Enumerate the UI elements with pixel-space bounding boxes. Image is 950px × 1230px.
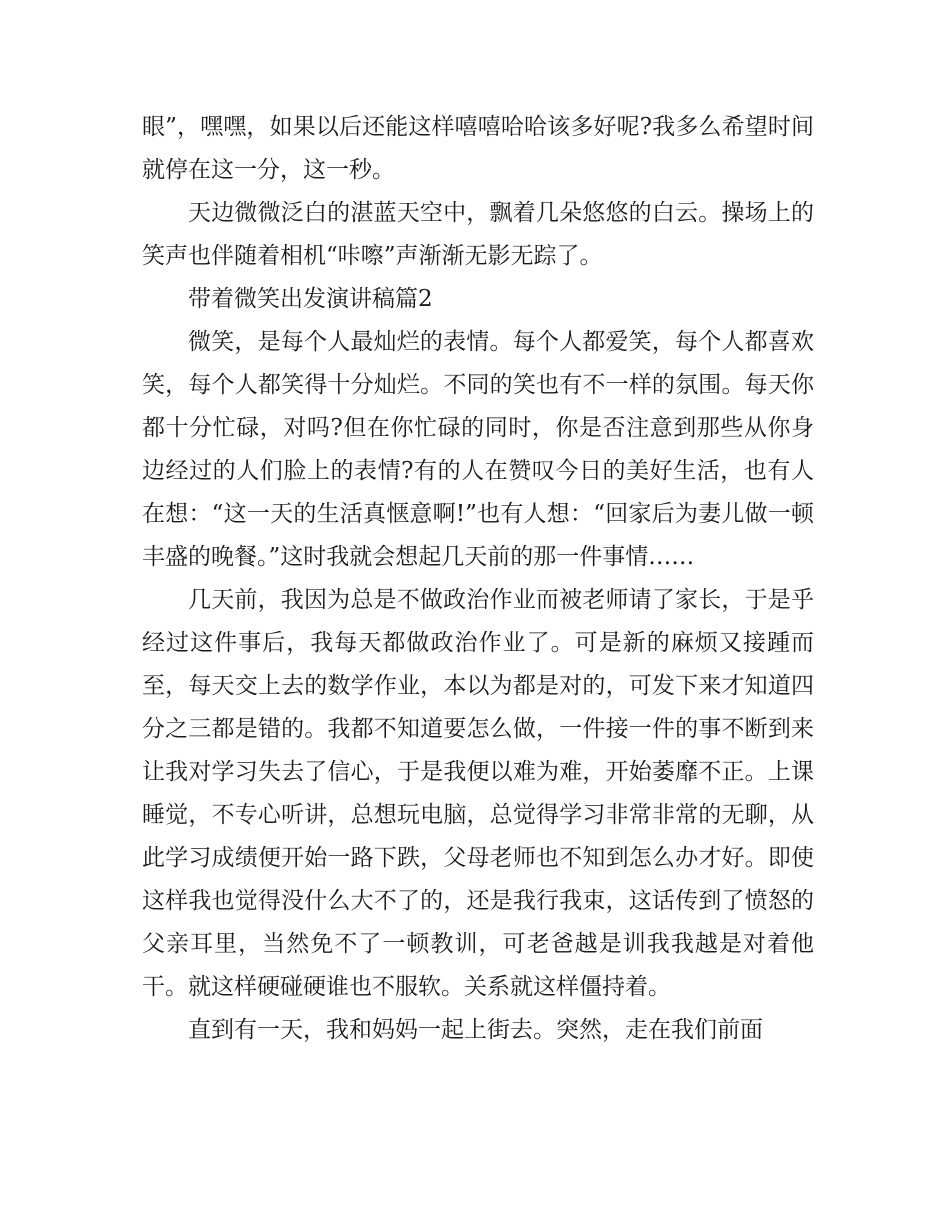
document-page xyxy=(142,106,814,1052)
paragraph-2: 天边微微泛白的湛蓝天空中，飘着几朵悠悠的白云。操场上的笑声也伴随着相机“咔嚓”声渐渐无影无踪了。 xyxy=(142,200,814,269)
paragraph-5: 直到有一天，我和妈妈一起上街去。突然，走在我们前面 xyxy=(188,1017,763,1043)
paragraph-3: 微笑，是每个人最灿烂的表情。每个人都爱笑，每个人都喜欢笑，每个人都笑得十分灿烂。不同的笑也有不一样的氛围。每天你都十分忙碌，对吗?但在你忙碌的同时，你是否注意到那些从你身边经过的人们脸上的表情?有的人在赞叹今日的美好生活，也有人在想：“这一天的生活真惬意啊!”也有人想：“回家后为妻儿做一顿丰盛的晚餐。”这时我就会想起几天前的那一件事情…… xyxy=(142,329,814,570)
paragraph-4: 几天前，我因为总是不做政治作业而被老师请了家长，于是乎经过这件事后，我每天都做政治作业了。可是新的麻烦又接踵而至，每天交上去的数学作业，本以为都是对的，可发下来才知道四分之三都是错的。我都不知道要怎么做，一件接一件的事不断到来让我对学习失去了信心，于是我便以难为难，开始萎靡不正。上课睡觉，不专心听讲，总想玩电脑，总觉得学习非常非常的无聊，从此学习成绩便开始一路下跌，父母老师也不知到怎么办才好。即使这样我也觉得没什么大不了的，还是我行我束，这话传到了愤怒的父亲耳里，当然免不了一顿教训，可老爸越是训我我越是对着他干。就这样硬碰硬谁也不服软。关系就这样僵持着。 xyxy=(142,587,814,1000)
section-heading: 带着微笑出发演讲稿篇2 xyxy=(188,286,433,312)
paragraph-1: 眼”，嘿嘿，如果以后还能这样嘻嘻哈哈该多好呢?我多么希望时间就停在这一分，这一秒。 xyxy=(142,114,814,183)
